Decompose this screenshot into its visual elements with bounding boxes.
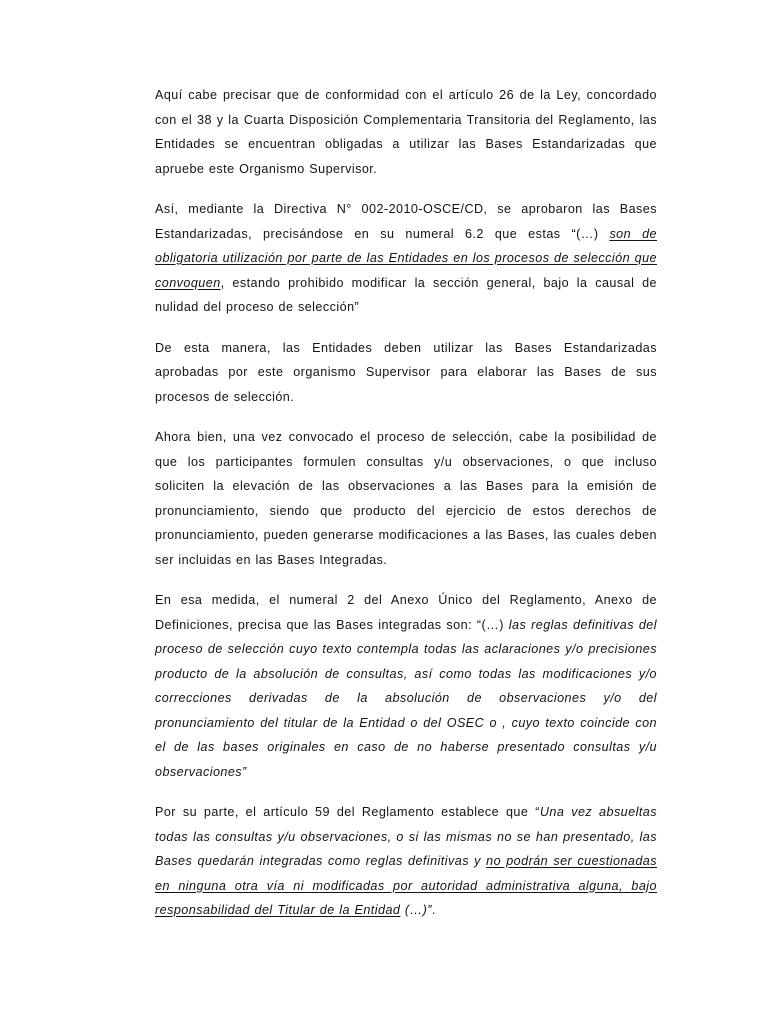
text-run: Por su parte, el artículo 59 del Reglamento establece que “	[155, 805, 540, 819]
text-run: .	[431, 903, 436, 917]
emphasized-text-run: (…)”	[400, 903, 432, 917]
paragraph	[155, 588, 657, 784]
text-run: , estando prohibido modificar la sección general, bajo la causal de nulidad del proceso de selección”	[155, 275, 657, 314]
paragraph	[155, 83, 657, 181]
emphasized-text-run: Una vez absueltas todas las consultas y/u observaciones, o si las mismas no se han presentado, las Bases quedarán integradas como reglas definitivas y	[155, 805, 657, 868]
paragraph	[155, 336, 657, 410]
text-run: Ahora bien, una vez convocado el proceso de selección, cabe la posibilidad de que los participantes formulen consultas y/u observaciones, o que incluso soliciten la elevación de las observaciones a las Bases para la emisión de pronunciamiento, siendo que producto del ejercicio de estos derechos de pronunciamiento, pueden generarse modificaciones a las Bases, las cuales deben ser incluidas en las Bases Integradas.	[155, 430, 657, 567]
paragraph	[155, 800, 657, 923]
text-run: Aquí cabe precisar que de conformidad con el artículo 26 de la Ley, concordado con el 38 y la Cuarta Disposición Complementaria Transitoria del Reglamento, las Entidades se encuentran obligadas a utilizar las Bases Estandarizadas que apruebe este Organismo Supervisor.	[155, 88, 657, 176]
document-page	[155, 83, 657, 939]
emphasized-text-run: las reglas definitivas del proceso de selección cuyo texto contempla todas las aclaraciones y/o precisiones producto de la absolución de consultas, así como todas las modificaciones y/o correcciones derivadas de la absolución de observaciones y/o del pronunciamiento del titular de la Entidad o del OSEC o , cuyo texto coincide con el de las bases originales en caso de no haberse presentado consultas y/u observaciones”	[155, 617, 657, 779]
paragraph	[155, 425, 657, 572]
text-run: En esa medida, el numeral 2 del Anexo Único del Reglamento, Anexo de Definiciones, precisa que las Bases integradas son: “(…)	[155, 593, 657, 632]
emphasized-text-run: son de obligatoria utilización por parte de las Entidades en los procesos de selección que convoquen	[155, 226, 657, 290]
emphasized-text-run: no podrán ser cuestionadas en ninguna otra vía ni modificadas por autoridad administrativa alguna, bajo responsabilidad del Titular de la Entidad	[155, 854, 657, 917]
text-run: De esta manera, las Entidades deben utilizar las Bases Estandarizadas aprobadas por este organismo Supervisor para elaborar las Bases de sus procesos de selección.	[155, 340, 657, 404]
paragraph	[155, 197, 657, 320]
text-run: Así, mediante la Directiva N° 002-2010-OSCE/CD, se aprobaron las Bases Estandarizadas, precisándose en su numeral 6.2 que estas “(…)	[155, 202, 657, 241]
